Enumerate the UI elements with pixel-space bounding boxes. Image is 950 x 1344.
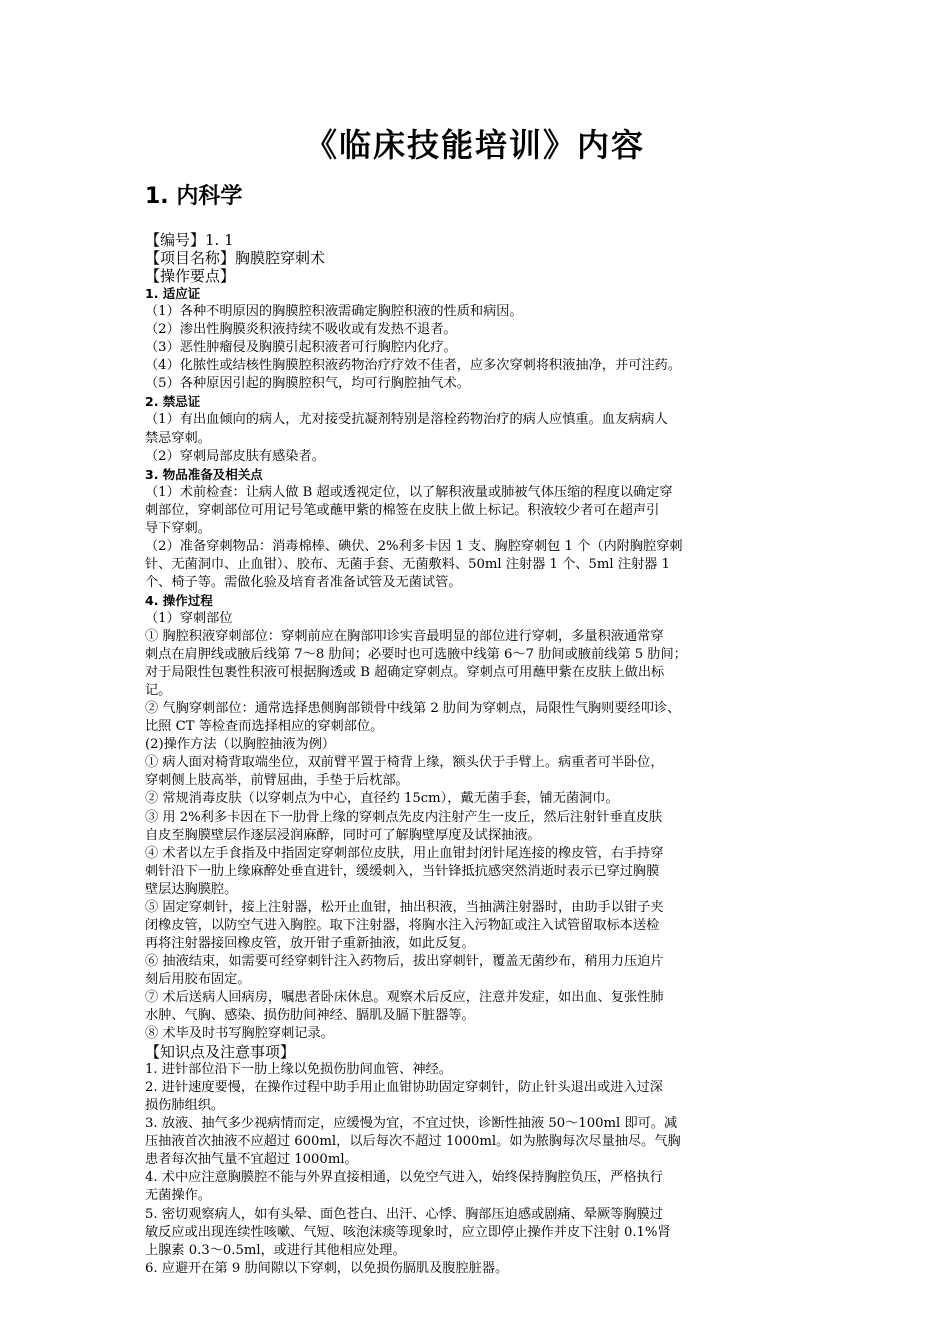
text-line: 3. 物品准备及相关点 [145, 466, 263, 482]
text-line: 5. 密切观察病人，如有头晕、面色苍白、出汗、心悸、胸部压迫感或剧痛、晕厥等胸膜过 [145, 1206, 663, 1222]
text-line: 【项目名称】胸膜腔穿刺术 [145, 249, 326, 268]
text-line: 2. 进针速度要慢，在操作过程中助手用止血钳协助固定穿刺针，防止针头退出或进入过深 [145, 1080, 663, 1096]
text-line: 刻后用胶布固定。 [145, 971, 251, 987]
text-line: （1）穿刺部位 [145, 610, 233, 626]
text-line: 损伤肺组织。 [145, 1098, 225, 1114]
text-line: （2）穿刺局部皮肤有感染者。 [145, 448, 325, 464]
text-line: ⑥ 抽液结束，如需要可经穿刺针注入药物后，拔出穿刺针，覆盖无菌纱布，稍用力压迫片 [145, 953, 664, 969]
text-line: 2. 禁忌证 [145, 394, 201, 410]
page-title: 《临床技能培训》内容 [304, 126, 645, 164]
document-body [145, 231, 820, 1278]
text-line: ② 常规消毒皮肤（以穿刺点为中心，直径约 15cm），戴无菌手套，铺无菌洞巾。 [145, 791, 619, 807]
text-line: 1. 进针部位沿下一肋上缘以免损伤肋间血管、神经。 [145, 1062, 452, 1078]
text-line: ⑤ 固定穿刺针，接上注射器，松开止血钳，抽出积液，当抽满注射器时，由助手以钳子夹 [145, 899, 664, 915]
text-line: 压抽液首次抽液不应超过 600ml，以后每次不超过 1000ml。如为脓胸每次尽量抽尽。气胸 [145, 1134, 681, 1150]
text-line: 记。 [145, 683, 172, 699]
text-line: （2）渗出性胸膜炎积液持续不吸收或有发热不退者。 [145, 322, 457, 338]
text-line: 刺部位，穿刺部位可用记号笔或蘸甲紫的棉签在皮肤上做上标记。积液较少者可在超声引 [145, 502, 660, 518]
text-line: ② 气胸穿刺部位：通常选择患侧胸部锁骨中线第 2 肋间为穿刺点，局限性气胸则要经叩诊、 [145, 701, 681, 717]
text-line: 4. 术中应注意胸膜腔不能与外界直接相通，以免空气进入，始终保持胸腔负压，严格执行 [145, 1170, 663, 1186]
text-line: (2)操作方法（以胸腔抽液为例） [145, 737, 336, 753]
text-line: 再将注射器接回橡皮管，放开钳子重新抽液，如此反复。 [145, 935, 475, 951]
text-line: 刺针沿下一肋上缘麻醉处垂直进针，缓缓刺入，当针锋抵抗感突然消逝时表示已穿过胸膜 [145, 863, 660, 879]
text-line: （3）恶性肿瘤侵及胸膜引起积液者可行胸腔内化疗。 [145, 340, 457, 356]
text-line: 禁忌穿刺。 [145, 430, 211, 446]
text-line: 比照 CT 等检查而选择相应的穿刺部位。 [145, 719, 384, 735]
text-line: 闭橡皮管，以防空气进入胸腔。取下注射器，将胸水注入污物缸或注入试管留取标本送检 [145, 917, 660, 933]
text-line: ① 病人面对椅背取端坐位，双前臂平置于椅背上缘，额头伏于手臂上。病重者可半卧位， [145, 755, 664, 771]
text-line: 自皮至胸膜壁层作逐层浸润麻醉，同时可了解胸壁厚度及试探抽液。 [145, 827, 541, 843]
text-line: ③ 用 2%利多卡因在下一肋骨上缘的穿刺点先皮内注射产生一皮丘，然后注射针垂直皮肤 [145, 809, 663, 825]
text-line: 水肿、气胸、感染、损伤肋间神经、膈肌及膈下脏器等。 [145, 1008, 475, 1024]
text-line: 敏反应或出现连续性咳嗽、气短、咳泡沫痰等现象时，应立即停止操作并皮下注射 0.1%肾 [145, 1224, 671, 1240]
text-line: 【操作要点】 [145, 267, 236, 286]
text-line: （2）准备穿刺物品：消毒棉棒、碘伏、2%利多卡因 1 支、胸腔穿刺包 1 个（内附胸腔穿刺 [145, 538, 683, 554]
text-line: （1）术前检查：让病人做 B 超或透视定位，以了解积液量或肺被气体压缩的程度以确定穿 [145, 484, 673, 500]
text-line: 个、椅子等。需做化验及培育者准备试管及无菌试管。 [145, 574, 462, 590]
text-line: 导下穿刺。 [145, 520, 211, 536]
text-line: ④ 术者以左手食指及中指固定穿刺部位皮肤，用止血钳封闭针尾连接的橡皮管，右手持穿 [145, 845, 664, 861]
text-line: 患者每次抽气量不宜超过 1000ml。 [145, 1152, 358, 1168]
text-line: （4）化脓性或结核性胸膜腔积液药物治疗疗效不佳者，应多次穿刺将积液抽净，并可注药。 [145, 358, 681, 374]
text-line: 4. 操作过程 [145, 592, 213, 608]
text-line: 穿刺侧上肢高举，前臂屈曲，手垫于后枕部。 [145, 773, 409, 789]
text-line: 上腺素 0.3～0.5ml，或进行其他相应处理。 [145, 1242, 406, 1258]
text-line: 对于局限性包裹性积液可根据胸透或 B 超确定穿刺点。穿刺点可用蘸甲紫在皮肤上做出标 [145, 665, 665, 681]
text-line: ⑦ 术后送病人回病房，嘱患者卧床休息。观察术后反应，注意并发症，如出血、复张性肺 [145, 989, 664, 1005]
text-line: 【编号】1. 1 [145, 231, 234, 249]
text-line: ① 胸腔积液穿刺部位：穿刺前应在胸部叩诊实音最明显的部位进行穿刺，多量积液通常穿 [145, 629, 664, 645]
text-line: 6. 应避开在第 9 肋间隙以下穿刺，以免损伤膈肌及腹腔脏器。 [145, 1260, 509, 1276]
text-line: （1）有出血倾向的病人，尤对接受抗凝剂特别是溶栓药物治疗的病人应慎重。血友病病人 [145, 412, 668, 428]
text-line: 1. 适应证 [145, 286, 201, 302]
text-line: 无菌操作。 [145, 1188, 211, 1204]
text-line: （5）各种原因引起的胸膜腔积气，均可行胸腔抽气术。 [145, 376, 470, 392]
text-line: 针、无菌洞巾、止血钳）、胶布、无菌手套、无菌敷料、50ml 注射器 1 个、5ml 注射器 1 [145, 556, 670, 572]
text-line: 【知识点及注意事项】 [145, 1043, 296, 1062]
text-line: ⑧ 术毕及时书写胸腔穿刺记录。 [145, 1026, 334, 1042]
text-line: 3. 放液、抽气多少视病情而定，应缓慢为宜，不宜过快，诊断性抽液 50～100ml 即可。减 [145, 1116, 678, 1132]
text-line: （1）各种不明原因的胸膜腔积液需确定胸腔积液的性质和病因。 [145, 304, 523, 320]
text-line: 壁层达胸膜腔。 [145, 881, 238, 897]
text-line: 刺点在肩胛线或腋后线第 7～8 肋间；必要时也可选腋中线第 6～7 肋间或腋前线第 5 肋间； [145, 647, 687, 663]
section-heading: 1. 内科学 [145, 184, 243, 209]
